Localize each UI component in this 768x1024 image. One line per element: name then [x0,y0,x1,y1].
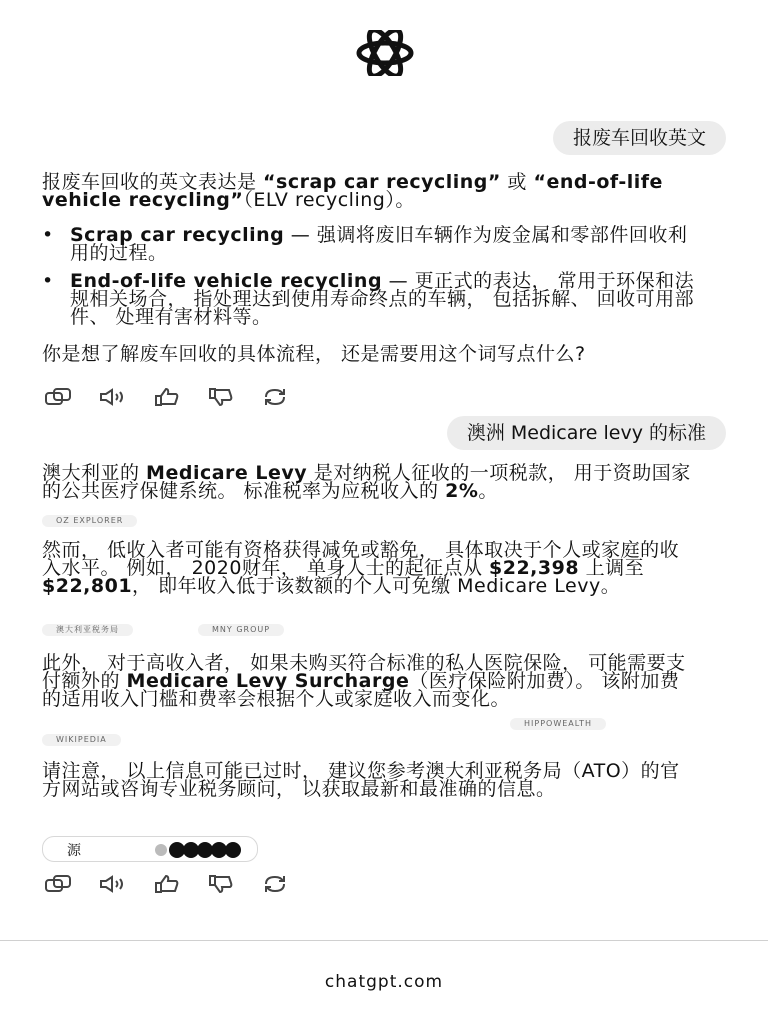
good-response-button[interactable] [152,874,182,894]
bad-response-button[interactable] [206,387,236,407]
user-message-bubble [553,121,726,155]
footer-domain[interactable]: chatgpt.com [324,972,444,992]
p2-end: ， 即年收入低于该数额的个人可免缴 Medicare Levy。 [132,575,621,597]
assistant-bullet-list [42,226,702,326]
p1-text: 澳大利亚的 [42,462,147,484]
sources-button[interactable] [42,836,258,862]
user-message-text: 报废车回收英文 [572,127,706,149]
intro-or: 或 [500,171,534,193]
assistant-intro-paragraph [42,173,692,209]
good-response-button[interactable] [152,387,182,407]
p2-threshold-old: $22,398 [489,557,580,579]
bullet-text: — 强调将废旧车辆作为废金属和零部件回收利用的过程。 [70,224,688,264]
thumbs-up-icon [152,387,182,407]
term-scrap-car: “scrap car recycling” [263,171,501,193]
message-actions [44,874,314,894]
source-chip[interactable]: 澳大利亚税务局 [42,624,133,636]
sources-label: 源 [67,843,81,859]
user-message-text: 澳洲 Medicare levy 的标准 [466,422,706,444]
assistant-paragraph-3 [42,654,692,708]
regenerate-button[interactable] [260,874,290,894]
list-item [42,272,702,326]
thumbs-down-icon [206,387,236,407]
regenerate-icon [260,874,290,894]
p2-text: 然而， 低收入者可能有资格获得减免或豁免， 具体取决于个人或家庭的收入水平。 例如， 2020财年， 单身人士的起征点从 [42,539,680,579]
assistant-paragraph-2 [42,541,692,595]
assistant-paragraph-1 [42,464,692,500]
list-item [42,226,702,262]
followup-text: 你是想了解废车回收的具体流程， 还是需要用这个词写点什么? [42,343,586,365]
thumbs-up-icon [152,874,182,894]
p2-threshold-new: $22,801 [42,575,133,597]
source-favicons-icon [153,842,279,858]
bullet-dot: • [42,224,54,246]
user-message-bubble [447,416,726,450]
p1-rate: 2% [445,480,479,502]
source-chip[interactable]: OZ EXPLORER [42,515,137,527]
copy-button[interactable] [44,387,74,407]
p1-medicare-levy: Medicare Levy [146,462,308,484]
message-actions [44,387,314,407]
bad-response-button[interactable] [206,874,236,894]
source-chip[interactable]: MNY GROUP [198,624,284,636]
p3-end: （医疗保险附加费）。 该附加费的适用收入门槛和费率会根据个人或家庭收入而变化。 [42,670,680,710]
bullet-title: End-of-life vehicle recycling [70,270,383,292]
copy-icon [44,874,74,894]
copy-icon [44,387,74,407]
read-aloud-button[interactable] [98,387,128,407]
assistant-paragraph-4 [42,762,692,798]
intro-text: 报废车回收的英文表达是 [42,171,264,193]
copy-button[interactable] [44,874,74,894]
p3-text: 此外， 对于高收入者， 如果未购买符合标准的私人医院保险， 可能需要支付额外的 [42,652,686,692]
source-chip[interactable]: WIKIPEDIA [42,734,121,746]
assistant-followup [42,345,692,363]
p1-end: 。 [478,480,498,502]
speaker-icon [98,874,128,894]
p1-mid: 是对纳税人征收的一项税款， 用于资助国家的公共医疗保健系统。 标准税率为应税收入的 [42,462,691,502]
source-chip[interactable]: HIPPOWEALTH [510,718,606,730]
thumbs-down-icon [206,874,236,894]
intro-post: （ELV recycling）。 [243,189,415,211]
openai-logo-icon [328,30,442,76]
p2-mid: 上调至 [579,557,645,579]
regenerate-button[interactable] [260,387,290,407]
p4-text: 请注意， 以上信息可能已过时， 建议您参考澳大利亚税务局（ATO）的官方网站或咨询专业税务顾问， 以获取最新和最准确的信息。 [42,760,680,800]
p3-surcharge: Medicare Levy Surcharge [126,670,410,692]
footer-divider [0,940,768,941]
speaker-icon [98,387,128,407]
term-elv: “end-of-life vehicle recycling” [42,171,663,211]
read-aloud-button[interactable] [98,874,128,894]
bullet-title: Scrap car recycling [70,224,285,246]
bullet-text: — 更正式的表达， 常用于环保和法规相关场合， 指处理达到使用寿命终点的车辆， 包括拆解、 回收可用部件、 处理有害材料等。 [70,270,695,328]
bullet-dot: • [42,270,54,292]
regenerate-icon [260,387,290,407]
